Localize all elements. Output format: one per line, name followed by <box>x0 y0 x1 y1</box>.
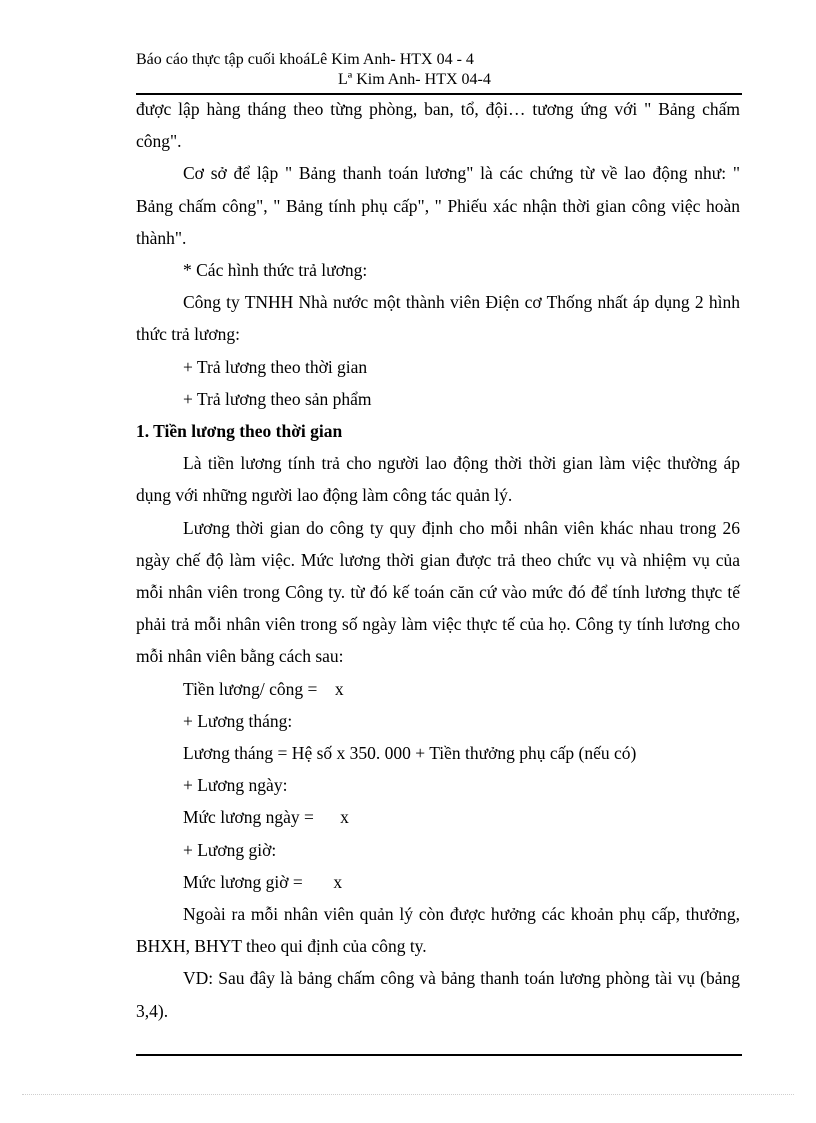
paragraph: Công ty TNHH Nhà nước một thành viên Điện cơ Thống nhất áp dụng 2 hình thức trả lương: <box>136 292 740 345</box>
section-heading: 1. Tiền lương theo thời gian <box>136 421 343 442</box>
list-item: + Trả lương theo sản phẩm <box>183 388 372 409</box>
formula-line: Mức lương ngày = x <box>183 807 349 828</box>
list-item: + Lương ngày: <box>183 775 288 796</box>
list-item: + Lương tháng: <box>183 710 293 731</box>
formula-line: Tiền lương/ công = x <box>183 678 344 699</box>
paragraph: * Các hình thức trả lương: <box>183 260 368 281</box>
list-item: + Lương giờ: <box>183 839 277 860</box>
paragraph: Cơ sở để lập " Bảng thanh toán lương" là các chứng từ về lao động như: " Bảng chấm công", " Bảng tính phụ cấp", " Phiếu xác nhận thời gian công việc hoàn thành". <box>136 163 740 248</box>
page-header <box>136 50 742 90</box>
header-line-1: Báo cáo thực tập cuối khoáLê Kim Anh- HTX 04 - 4 <box>136 51 474 68</box>
paragraph: Là tiền lương tính trả cho người lao động thời thời gian làm việc thường áp dụng với những người lao động làm công tác quản lý. <box>136 453 740 506</box>
paragraph: VD: Sau đây là bảng chấm công và bảng thanh toán lương phòng tài vụ (bảng 3,4). <box>136 968 740 1021</box>
page-edge-dotted-line <box>22 1094 794 1095</box>
paragraph: Ngoài ra mỗi nhân viên quản lý còn được hưởng các khoản phụ cấp, thưởng, BHXH, BHYT theo qui định của công ty. <box>136 904 740 957</box>
formula-line: Lương tháng = Hệ số x 350. 000 + Tiền thưởng phụ cấp (nếu có) <box>183 743 637 764</box>
paragraph: được lập hàng tháng theo từng phòng, ban, tổ, đội… tương ứng với " Bảng chấm công". <box>136 99 740 152</box>
list-item: + Trả lương theo thời gian <box>183 356 368 377</box>
document-body <box>136 93 740 1027</box>
formula-line: Mức lương giờ = x <box>183 871 343 892</box>
footer-rule <box>136 1054 742 1056</box>
paragraph: Lương thời gian do công ty quy định cho mỗi nhân viên khác nhau trong 26 ngày chế độ làm việc. Mức lương thời gian được trả theo chức vụ và nhiệm vụ của mỗi nhân viên trong Công ty. từ đó kế toán căn cứ vào mức đó để tính lương thực tế phải trả mỗi nhân viên trong số ngày làm việc thực tế của họ. Công ty tính lương cho mỗi nhân viên bằng cách sau: <box>136 517 740 667</box>
header-line-2: Lª Kim Anh- HTX 04-4 <box>338 71 491 88</box>
